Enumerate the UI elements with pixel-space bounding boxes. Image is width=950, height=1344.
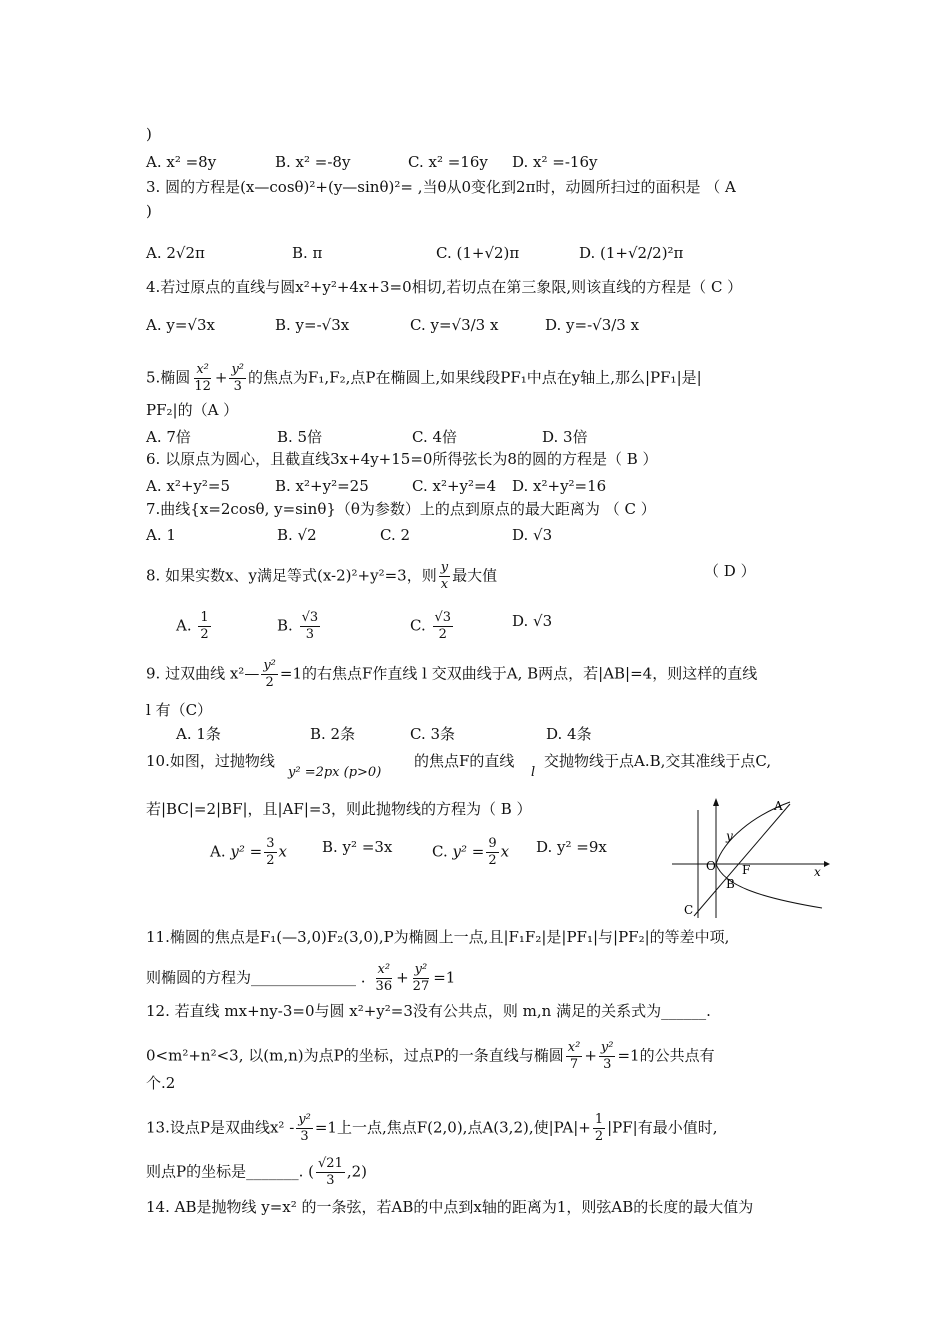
q9-option-c: C. 3条 xyxy=(410,725,456,743)
q10-text-b: 的焦点F的直线 xyxy=(414,752,515,770)
q8-frac-num: y xyxy=(440,560,449,575)
q8-text: 8. 如果实数x、y满足等式(x-2)²+y²=3，则 xyxy=(146,566,437,585)
q5-frac-y-num: y² xyxy=(231,362,244,377)
q9-frac: $\frac{\text{y²}}{2}$ xyxy=(263,658,276,690)
q5-option-c: C. 4倍 xyxy=(412,428,458,446)
q13-text: 13.设点P是双曲线x² - xyxy=(146,1118,295,1137)
figure-label-y: y xyxy=(726,829,733,843)
q11-frac-y: $\frac{\text{y²}}{27}$ xyxy=(412,962,430,994)
q5-plus: + xyxy=(214,368,228,387)
q12-stem: 12. 若直线 mx+ny-3=0与圆 x²+y²=3没有公共点，则 m,n 满足的关系式为______. xyxy=(146,1002,711,1020)
q5-stem xyxy=(146,362,830,395)
q13-stem xyxy=(146,1112,830,1145)
x-axis-arrow-icon xyxy=(824,861,830,867)
figure-label-x: x xyxy=(814,865,821,879)
q2-option-a: A. x² =8y xyxy=(146,153,217,171)
q5-frac-y-den: 3 xyxy=(233,379,242,394)
q9-text: 9. 过双曲线 x²— xyxy=(146,664,260,683)
q6-option-c: C. x²+y²=4 xyxy=(412,477,497,495)
q14-stem: 14. AB是抛物线 y=x² 的一条弦，若AB的中点到x轴的距离为1，则弦AB的长度的最大值为 xyxy=(146,1198,754,1216)
q11-answer: =1 xyxy=(433,968,456,987)
q8-frac-den: x xyxy=(440,577,449,592)
q2-option-d: D. x² =-16y xyxy=(512,153,598,171)
q13-frac-y: $\frac{\text{y²}}{3}$ xyxy=(298,1112,311,1144)
q3-option-c: C. (1+√2)π xyxy=(436,244,520,262)
q7-option-b: B. √2 xyxy=(277,526,317,544)
q9-option-a: A. 1条 xyxy=(176,725,221,743)
q7-option-d: D. √3 xyxy=(512,526,553,544)
q9-option-b: B. 2条 xyxy=(310,725,356,743)
q4-stem: 4.若过原点的直线与圆x²+y²+4x+3=0相切,若切点在第三象限,则该直线的方程是（ C ） xyxy=(146,278,743,296)
q4-option-b: B. y=-√3x xyxy=(275,316,350,334)
q12-frac-y: $\frac{\text{y²}}{3}$ xyxy=(600,1040,614,1072)
q5-frac-x-num: x² xyxy=(196,362,209,377)
q9-stem-tail: l 有（C） xyxy=(146,701,213,719)
q13-stem-b: 则点P的坐标是_______. ( $\frac{√21}{3}$ ,2) xyxy=(146,1156,368,1188)
q13-answer-frac: $\frac{√21}{3}$ xyxy=(318,1156,343,1188)
q6-option-a: A. x²+y²=5 xyxy=(146,477,231,495)
q5-frac-x xyxy=(192,362,213,395)
q10-option-b: B. y² =3x xyxy=(322,838,393,856)
q7-stem: 7.曲线{x=2cosθ, y=sinθ}（θ为参数）上的点到原点的最大距离为 （ C ） xyxy=(146,500,656,518)
q10-text: 10.如图，过抛物线 xyxy=(146,752,275,770)
q12-text: 0<m²+n²<3, 以(m,n)为点P的坐标，过点P的一条直线与椭圆 xyxy=(146,1046,564,1065)
q10-figure xyxy=(672,790,832,920)
q11-frac-x: $\frac{\text{x²}}{36}$ xyxy=(375,962,393,994)
q11-text: 则椭圆的方程为______________ . xyxy=(146,968,366,987)
q7-option-c: C. 2 xyxy=(380,526,411,544)
q8-option-b: B. $\frac{√3}{3}$ xyxy=(277,610,319,642)
q8-option-d: D. √3 xyxy=(512,612,553,630)
q2-option-b: B. x² =-8y xyxy=(275,153,351,171)
q10-option-c: C. y² = $\frac{9}{2}$ x xyxy=(432,836,510,868)
q3-stem: 3. 圆的方程是(x—cosθ)²+(y—sinθ)²= ,当θ从0变化到2π时，动圆所扫过的面积是 （ A xyxy=(146,178,736,196)
q8-option-c: C. $\frac{√3}{2}$ xyxy=(410,610,452,642)
q6-option-b: B. x²+y²=25 xyxy=(275,477,369,495)
q10-stem-b: 若|BC|=2|BF|，且|AF|=3，则此抛物线的方程为（ B ） xyxy=(146,800,532,818)
figure-label-f: F xyxy=(742,863,751,877)
q10-text-c: 交抛物线于点A.B,交其准线于点C, xyxy=(544,752,772,770)
q5-frac-y xyxy=(229,362,246,395)
q12-stem-b: 0<m²+n²<3, 以(m,n)为点P的坐标，过点P的一条直线与椭圆 $\frac{\text{x²}}{7}$ + $\frac{\text{y²}}{3}$ =1的公共点有 xyxy=(146,1040,715,1072)
q1-tail: ) xyxy=(146,125,152,143)
q6-stem: 6. 以原点为圆心，且截直线3x+4y+15=0所得弦长为8的圆的方程是（ B ） xyxy=(146,450,658,468)
q2-option-c: C. x² =16y xyxy=(408,153,488,171)
figure-label-c: C xyxy=(684,903,694,917)
q9-stem xyxy=(146,658,830,691)
q8-answer: （ D ） xyxy=(704,562,756,580)
q13-text-b: =1上一点,焦点F(2,0),点A(3,2),使|PA|+ xyxy=(314,1118,591,1137)
q5-frac-x-den: 12 xyxy=(194,379,211,394)
figure-label-o: O xyxy=(706,859,716,873)
q3-option-d: D. (1+√2/2)²π xyxy=(579,244,684,262)
figure-label-a: A xyxy=(774,799,783,813)
q12-answer: 个.2 xyxy=(146,1074,176,1092)
q9-option-d: D. 4条 xyxy=(546,725,592,743)
q3-option-a: A. 2√2π xyxy=(146,244,205,262)
q5-option-b: B. 5倍 xyxy=(277,428,323,446)
q5-stem-tail: PF₂|的（A ） xyxy=(146,401,239,419)
q13-frac-half: $\frac{1}{2}$ xyxy=(594,1112,604,1144)
q6-option-d: D. x²+y²=16 xyxy=(512,477,607,495)
figure-label-b: B xyxy=(726,877,735,891)
q3-stem-tail: ) xyxy=(146,202,152,220)
q5-option-d: D. 3倍 xyxy=(542,428,588,446)
q3-option-b: B. π xyxy=(292,244,323,262)
q4-option-c: C. y=√3/3 x xyxy=(410,316,499,334)
q8-frac xyxy=(439,560,450,593)
q11-stem-b: 则椭圆的方程为______________ . $\frac{\text{x²}}{36}$ + $\frac{\text{y²}}{27}$ =1 xyxy=(146,962,456,994)
q10-parabola-eq: y² =2px (p>0) xyxy=(288,765,382,780)
parabola xyxy=(716,802,822,908)
q10-option-a: A. y² = $\frac{3}{2}$ x xyxy=(210,836,287,868)
q5-text: 的焦点为F₁,F₂,点P在椭圆上,如果线段PF₁中点在y轴上,那么|PF₁|是| xyxy=(248,368,702,387)
q11-stem: 11.椭圆的焦点是F₁(—3,0)F₂(3,0),P为椭圆上一点,且|F₁F₂|是|PF₁|与|PF₂|的等差中项, xyxy=(146,928,730,946)
q13-text-c: |PF|有最小值时, xyxy=(607,1118,718,1137)
q8-text-tail: 最大值 xyxy=(452,566,498,585)
q7-option-a: A. 1 xyxy=(146,526,176,544)
q10-line-l: l xyxy=(531,765,536,780)
q9-text-tail: =1的右焦点F作直线 l 交双曲线于A, B两点，若|AB|=4，则这样的直线 xyxy=(279,664,758,683)
q4-option-d: D. y=-√3/3 x xyxy=(545,316,640,334)
q12-frac-x: $\frac{\text{x²}}{7}$ xyxy=(567,1040,581,1072)
q12-text-tail: =1的公共点有 xyxy=(617,1046,715,1065)
q13-text-d: 则点P的坐标是_______. xyxy=(146,1162,304,1181)
q4-option-a: A. y=√3x xyxy=(146,316,215,334)
q5-label: 5.椭圆 xyxy=(146,368,191,387)
y-axis-arrow-icon xyxy=(713,798,719,806)
q10-option-d: D. y² =9x xyxy=(536,838,607,856)
q5-option-a: A. 7倍 xyxy=(146,428,191,446)
q8-option-a: A. $\frac{1}{2}$ xyxy=(176,610,209,642)
